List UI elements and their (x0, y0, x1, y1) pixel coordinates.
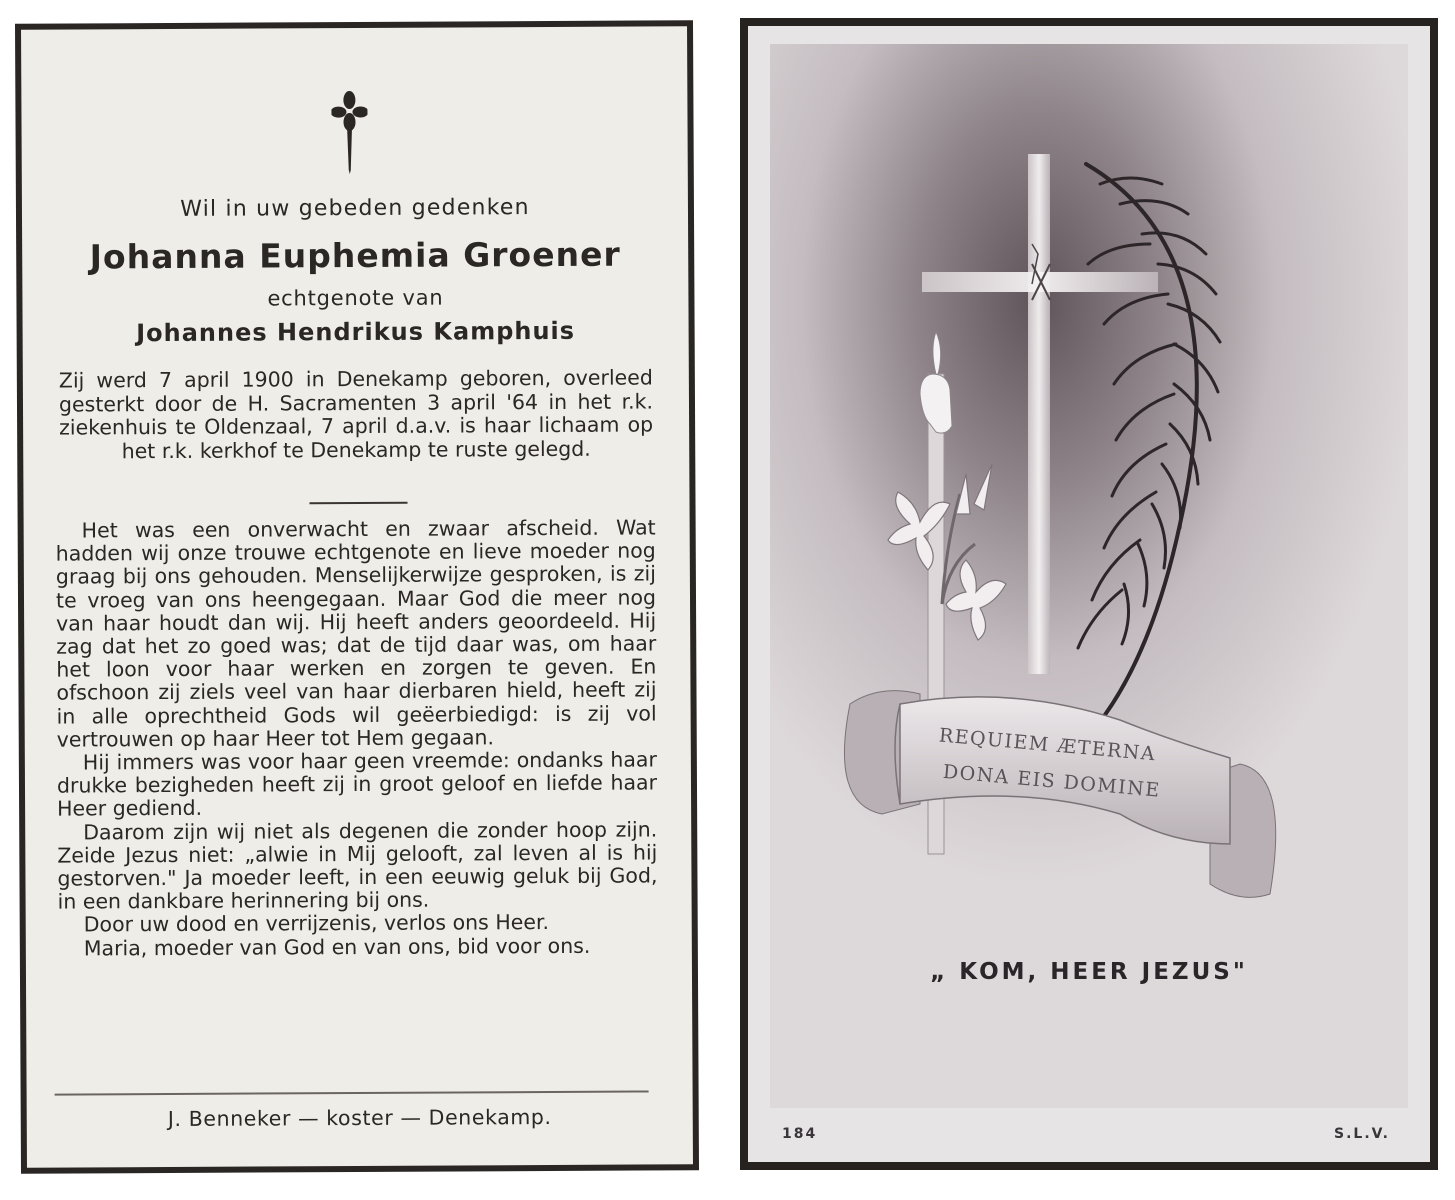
card-paper (21, 26, 693, 1167)
publisher-mark: S.L.V. (1334, 1126, 1390, 1142)
paragraph: Hij immers was voor haar geen vreemde: ondanks haar drukke bezigheden heeft zij in groot geloof en liefde haar Heer gediend. (56, 747, 658, 822)
illustration-svg (770, 44, 1408, 1106)
paragraph: Daarom zijn wij niet als degenen die zonder hoop zijn. Zeide Jezus niet: „alwie in Mij gelooft, zal leven al is hij gestorven." Ja moeder leeft, in een eeuwig geluk bij God, in een dankbare herinnering bij ons. (57, 817, 658, 914)
biography: Zij werd 7 april 1900 in Denekamp geboren, overleed gesterkt door de H. Sacramenten 3 april '64 in het r.k. ziekenhuis te Oldenzaal, 7 april d.a.v. is haar lichaam op het r.k. kerkhof te Denekamp te ruste gelegd. (58, 365, 654, 463)
footer-divider (55, 1090, 649, 1095)
devotional-illustration (770, 44, 1408, 1108)
spouse-label: echtgenote van (267, 285, 444, 311)
intro-line: Wil in uw gebeden gedenken (180, 195, 530, 222)
scroll-banner (844, 691, 1275, 898)
lily-illustration (888, 464, 1006, 640)
banner-line-1: REQUIEM ÆTERNA (938, 724, 1157, 766)
printer-line: J. Benneker — koster — Denekamp. (167, 1104, 552, 1131)
spouse-name: Johannes Hendrikus Kamphuis (136, 316, 576, 348)
card-mat (748, 26, 1430, 1162)
paragraph: Het was een onverwacht en zwaar afscheid. Wat hadden wij onze trouwe echtgenote en lieve moeder nog graag bij ons gehouden. Menselijkerwijze gesproken, is zij te vroeg van ons heengegaan. Maar God die meer nog van haar houdt dan wij. Hij heeft anders geoordeeld. Hij zag dat het zo goed was; dat de tijd daar was, om haar het loon voor haar werken en zorgen te geven. En ofschoon zij ziels veel van haar dierbaren hield, heeft zij in alle oprechtheid Gods wil geëerbiedigd: is zij vol vertrouwen op haar Heer tot Hem gegaan. (55, 515, 657, 752)
memorial-text (56, 516, 658, 960)
divider (310, 502, 408, 505)
banner-line-2: DONA EIS DOMINE (942, 760, 1162, 802)
paragraph: Maria, moeder van God en van ons, bid voor ons. (83, 933, 591, 961)
motto: „ KOM, HEER JEZUS" (930, 959, 1248, 985)
deceased-name: Johanna Euphemia Groener (89, 234, 621, 277)
memorial-text-card (15, 20, 699, 1174)
paragraph: Door uw dood en verrijzenis, verlos ons Heer. (83, 910, 550, 937)
palm-frond-illustration (1078, 164, 1220, 734)
card-number: 184 (782, 1126, 818, 1142)
memorial-image-card (740, 18, 1438, 1170)
cross-icon (331, 90, 367, 174)
